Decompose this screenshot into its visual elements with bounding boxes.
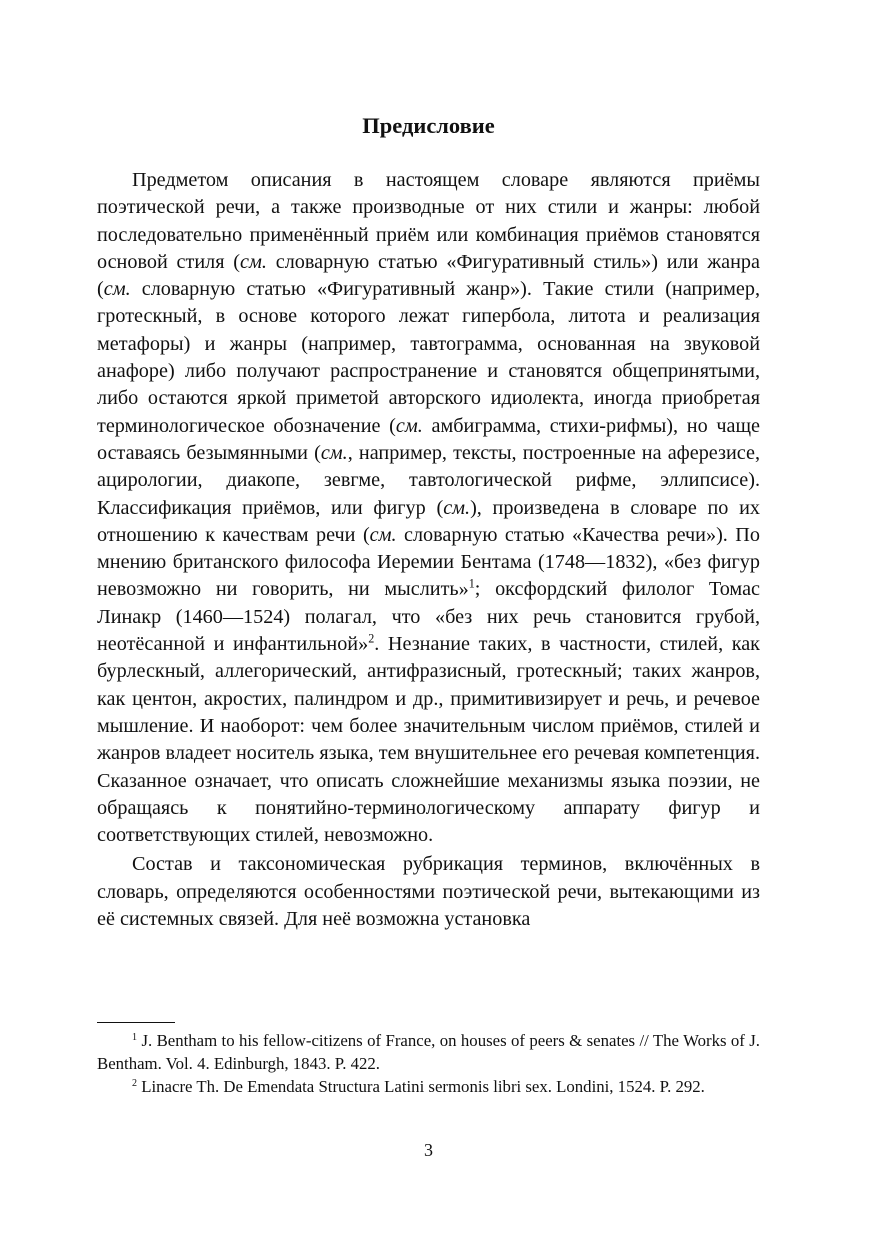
footnote-divider (97, 1022, 175, 1023)
text-run: , например, тексты, построенные на аферезисе, ацирологии, диакопе, зевгме, тавтологической рифме, эллипсисе). Классификация приёмов, или фигур ( (97, 441, 760, 519)
text-run: словарную статью «Фигуративный стиль») или жанра ( (97, 250, 760, 301)
footnote-number: 1 (132, 1031, 138, 1043)
text-run: словарную статью «Качества речи»). По мнению британского философа Иеремии Бентама (1748—1832), «без фигур невозможно ни говорить, ни мыслить» (97, 523, 760, 601)
paragraph-1 (97, 167, 760, 849)
footnotes (97, 1030, 760, 1100)
footnote-1 (97, 1030, 760, 1075)
text-run: амбиграмма, стихи-рифмы), но чаще оставаясь безымянными ( (97, 414, 760, 464)
italic-abbrev: см. (320, 441, 348, 464)
page-title: Предисловие (362, 113, 495, 138)
footnote-text: J. Bentham to his fellow-citizens of France, on houses of peers & senates // The Works of J. Bentham. Vol. 4. Edinburgh, 1843. P. 422. (97, 1031, 760, 1073)
text-run: ), произведена в словаре по их отношению к качествам речи ( (97, 496, 761, 546)
italic-abbrev: см. (369, 523, 397, 546)
paragraph-2: Состав и таксономическая рубрикация терминов, включённых в словарь, определяются особенностями поэтической речи, вытекающими из её системных связей. Для неё возможна установка (97, 853, 760, 931)
italic-abbrev: см. (395, 414, 423, 437)
footnote-ref-1[interactable]: 1 (468, 577, 475, 592)
footnote-number: 2 (132, 1077, 138, 1089)
body-text (97, 167, 760, 933)
footnote-text: Linacre Th. De Emendata Structura Latini sermonis libri sex. Londini, 1524. P. 292. (137, 1077, 705, 1096)
footnote-2 (97, 1076, 760, 1099)
text-run: Предметом описания в настоящем словаре являются приёмы поэтической речи, а также производные от них стили и жанры: любой последовательно применённый приём или комбинация приёмов становятся основой стиля ( (97, 169, 760, 273)
italic-abbrev: см. (240, 250, 267, 273)
footnote-ref-2[interactable]: 2 (368, 631, 375, 646)
page-number: 3 (424, 1140, 433, 1160)
text-run: . Незнание таких, в частности, стилей, как бурлескный, аллегорический, антифразисный, гротескный; таких жанров, как центон, акростих, палиндром и др., примитивизирует и речь, и речевое мышление. И наоборот: чем более значительным числом приёмов, стилей и жанров владеет носитель языка, тем внушительнее его речевая компетенция. Сказанное означает, что описать сложнейшие механизмы языка поэзии, не обращаясь к понятийно-терминологическому аппарату фигур и соответствующих стилей, невозможно. (97, 633, 760, 847)
text-run: ; оксфордский филолог Томас Линакр (1460—1524) полагал, что «без них речь становится грубой, неотёсанной и инфантильной» (97, 578, 760, 656)
italic-abbrev: см. (443, 496, 471, 519)
italic-abbrev: см. (103, 278, 131, 301)
text-run: словарную статью «Фигуративный жанр»). Такие стили (например, гротескный, в основе которого лежат гипербола, литота и реализация метафоры) и жанры (например, тавтограмма, основанная на звуковой анафоре) либо получают распространение и становятся общепринятыми, либо остаются яркой приметой авторского идиолекта, иногда приобретая терминологическое обозначение ( (97, 278, 760, 437)
